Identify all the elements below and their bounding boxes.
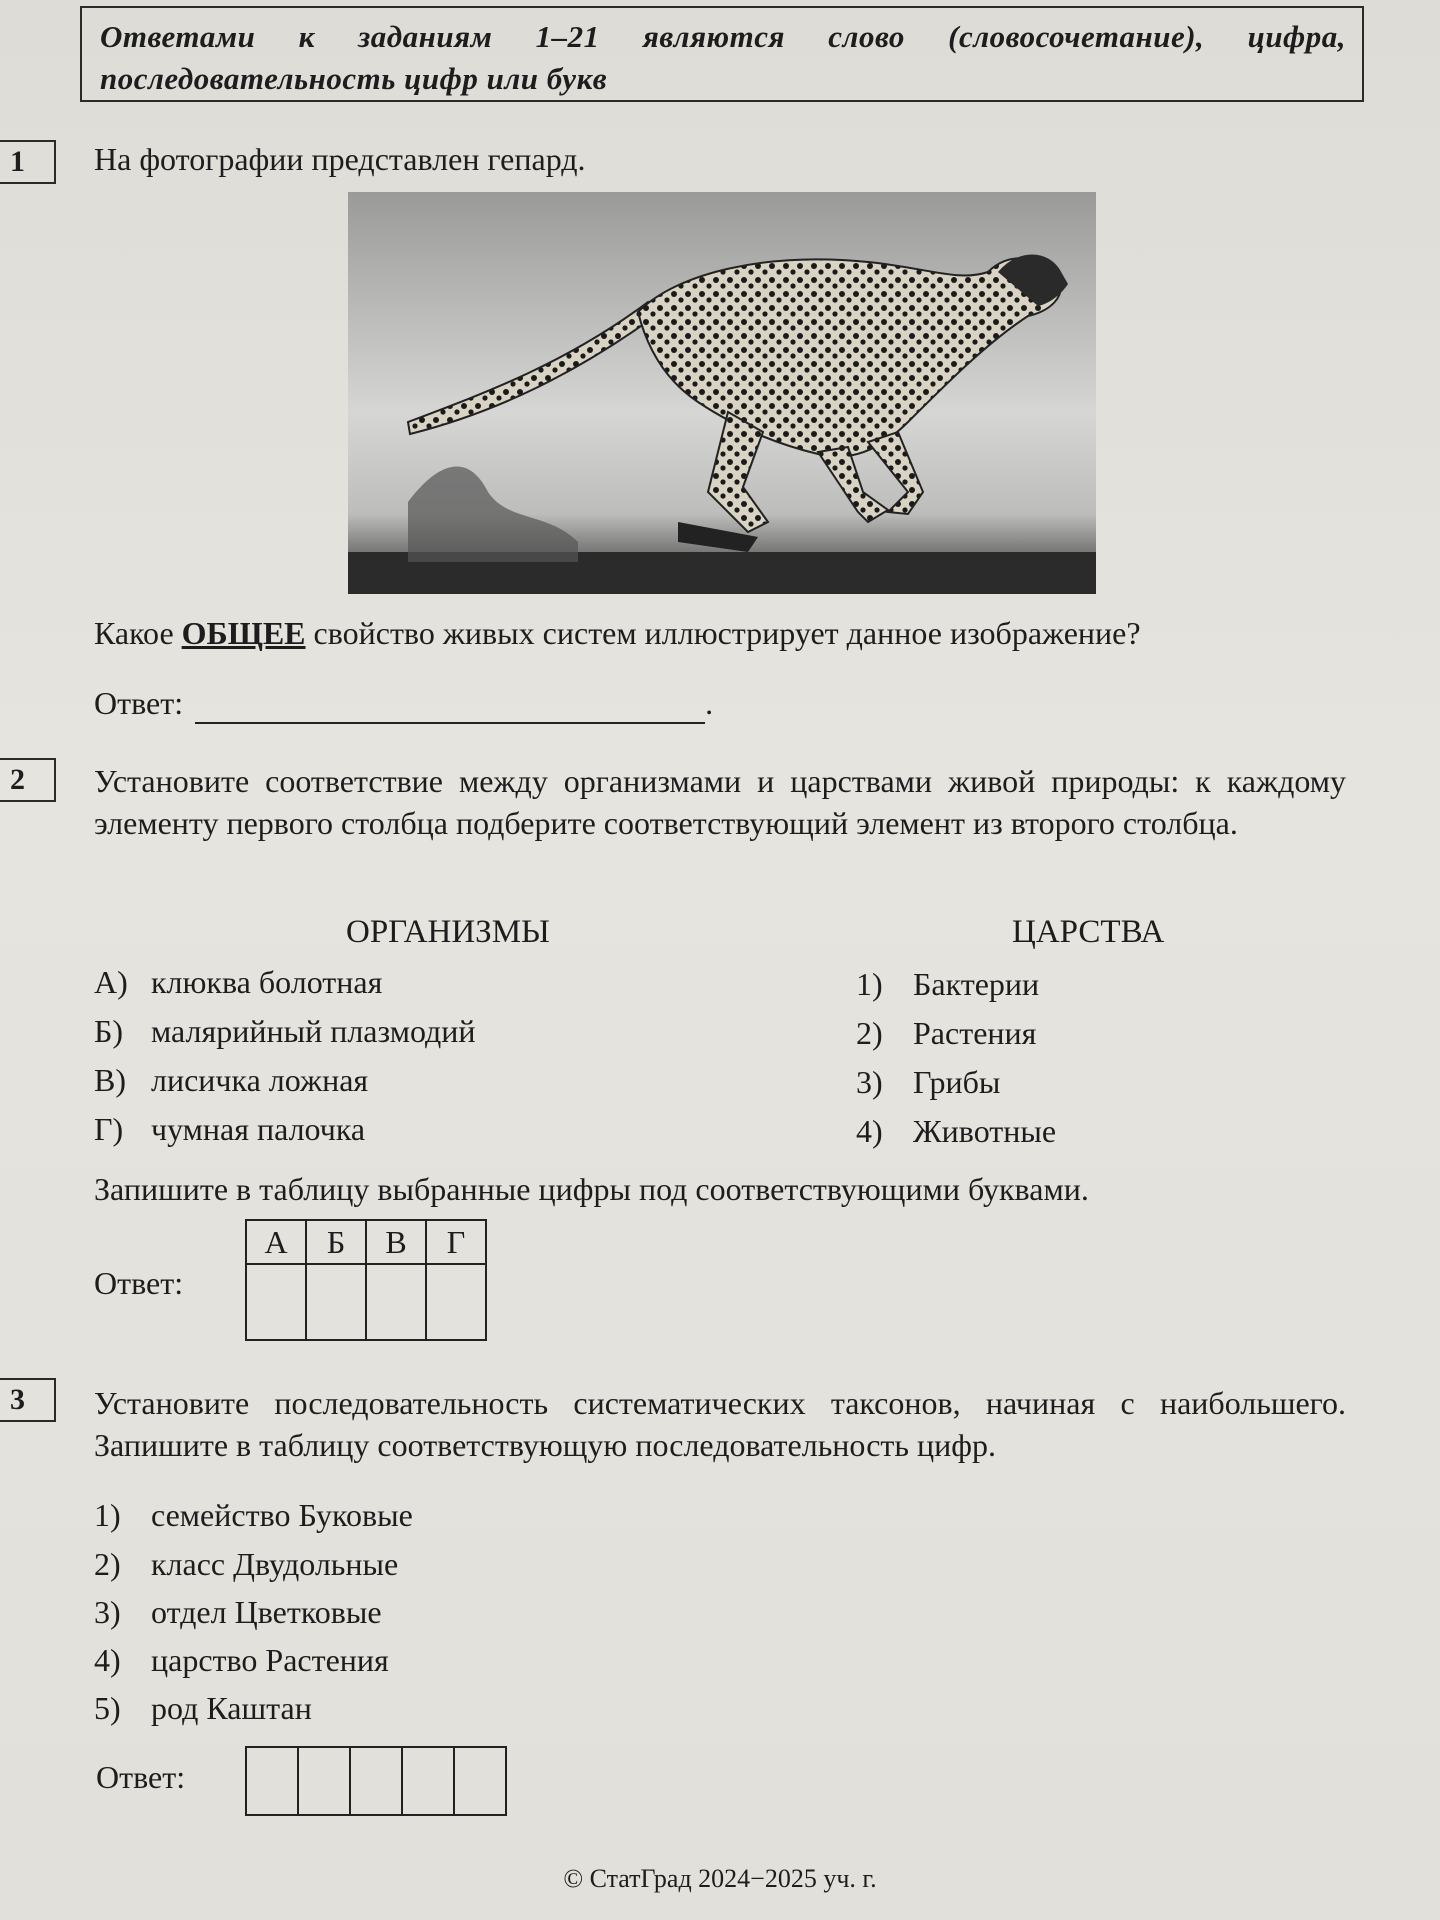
- question-2-answer-label: Ответ:: [94, 1265, 184, 1301]
- organism-item: [94, 1109, 365, 1149]
- question-2-answer-table: [245, 1219, 487, 1341]
- kingdom-item: [856, 964, 1039, 1004]
- question-1-intro: На фотографии представлен гепард.: [94, 141, 586, 177]
- answer-cell[interactable]: [306, 1264, 366, 1340]
- taxon-key: 4): [94, 1642, 121, 1678]
- answer-column-header: Г: [426, 1220, 486, 1264]
- kingdom-item: [856, 1062, 1000, 1102]
- kingdom-key: 4): [856, 1113, 883, 1149]
- question-2-text: Установите соответствие между организмами и царствами живой природы: к каждому элементу первого столбца подберите соответствующий элемент из второго столбца.: [94, 763, 1346, 841]
- taxon-item: [94, 1640, 389, 1680]
- kingdom-key: 3): [856, 1064, 883, 1100]
- organism-key: А): [94, 964, 128, 1000]
- question-3-answer-table: [245, 1746, 507, 1816]
- sequence-cell[interactable]: [350, 1747, 402, 1815]
- kingdom-label: Грибы: [913, 1064, 1001, 1100]
- answer-column-header: А: [246, 1220, 306, 1264]
- kingdom-item: [856, 1013, 1036, 1053]
- kingdom-item: [856, 1111, 1056, 1151]
- question-1-prompt-start: Какое: [94, 615, 182, 651]
- taxon-item: [94, 1544, 398, 1584]
- taxon-label: отдел Цветковые: [151, 1594, 382, 1630]
- question-1-answer: [94, 682, 713, 724]
- organism-item: [94, 1060, 368, 1100]
- taxon-label: семейство Буковые: [151, 1497, 413, 1533]
- answer-column-header: В: [366, 1220, 426, 1264]
- copyright-footer: © СтатГрад 2024−2025 уч. г.: [563, 1864, 877, 1893]
- answer-cell[interactable]: [246, 1264, 306, 1340]
- cheetah-photo: [348, 192, 1096, 594]
- taxon-key: 2): [94, 1546, 121, 1582]
- taxon-item: [94, 1688, 312, 1728]
- taxon-key: 3): [94, 1594, 121, 1630]
- organism-item: [94, 1011, 476, 1051]
- question-1-number: 1: [0, 140, 56, 184]
- organism-label: лисичка ложная: [151, 1062, 369, 1098]
- taxon-key: 5): [94, 1690, 121, 1726]
- taxon-item: [94, 1592, 382, 1632]
- question-1-prompt-end: свойство живых систем иллюстрирует данное изображение?: [305, 615, 1141, 651]
- sequence-cell[interactable]: [298, 1747, 350, 1815]
- taxon-label: царство Растения: [151, 1642, 389, 1678]
- organism-label: малярийный плазмодий: [151, 1013, 476, 1049]
- organism-key: Б): [94, 1013, 124, 1049]
- kingdom-label: Растения: [913, 1015, 1037, 1051]
- question-3-answer-label: Ответ:: [96, 1759, 186, 1795]
- sequence-cell[interactable]: [246, 1747, 298, 1815]
- cheetah-image: [348, 192, 1096, 594]
- question-3-text: Установите последовательность систематических таксонов, начиная с наибольшего. Запишите в таблицу соответствующую последовательность цифр.: [94, 1385, 1346, 1463]
- kingdom-key: 2): [856, 1015, 883, 1051]
- question-2-instruction: Запишите в таблицу выбранные цифры под соответствующими буквами.: [94, 1171, 1089, 1207]
- kingdom-label: Бактерии: [913, 966, 1040, 1002]
- taxon-label: род Каштан: [151, 1690, 312, 1726]
- kingdom-key: 1): [856, 966, 883, 1002]
- organism-label: чумная палочка: [151, 1111, 366, 1147]
- question-1-emphasis: ОБЩЕЕ: [181, 615, 306, 651]
- answer-cell[interactable]: [426, 1264, 486, 1340]
- organism-key: Г): [94, 1111, 124, 1147]
- sequence-cell[interactable]: [454, 1747, 506, 1815]
- organism-label: клюква болотная: [151, 964, 383, 1000]
- organisms-heading: ОРГАНИЗМЫ: [346, 914, 550, 950]
- question-3-number: 3: [0, 1378, 56, 1422]
- answer-column-header: Б: [306, 1220, 366, 1264]
- instructions-box: [80, 6, 1364, 102]
- taxon-key: 1): [94, 1497, 121, 1533]
- kingdom-label: Животные: [913, 1113, 1057, 1149]
- taxon-label: класс Двудольные: [151, 1546, 399, 1582]
- organism-item: [94, 962, 382, 1002]
- question-1-answer-tail: .: [705, 685, 714, 721]
- question-2-number: 2: [0, 758, 56, 802]
- organism-key: В): [94, 1062, 126, 1098]
- taxon-item: [94, 1495, 413, 1535]
- sequence-cell[interactable]: [402, 1747, 454, 1815]
- question-1-answer-label: Ответ:: [94, 685, 184, 721]
- question-1-answer-field[interactable]: [195, 688, 705, 724]
- kingdoms-heading: ЦАРСТВА: [1012, 914, 1165, 950]
- instructions-text: Ответами к заданиям 1–21 являются слово (словосочетание), цифра, последовательность цифр или букв: [100, 19, 1346, 96]
- question-1-prompt: [94, 612, 1141, 654]
- answer-cell[interactable]: [366, 1264, 426, 1340]
